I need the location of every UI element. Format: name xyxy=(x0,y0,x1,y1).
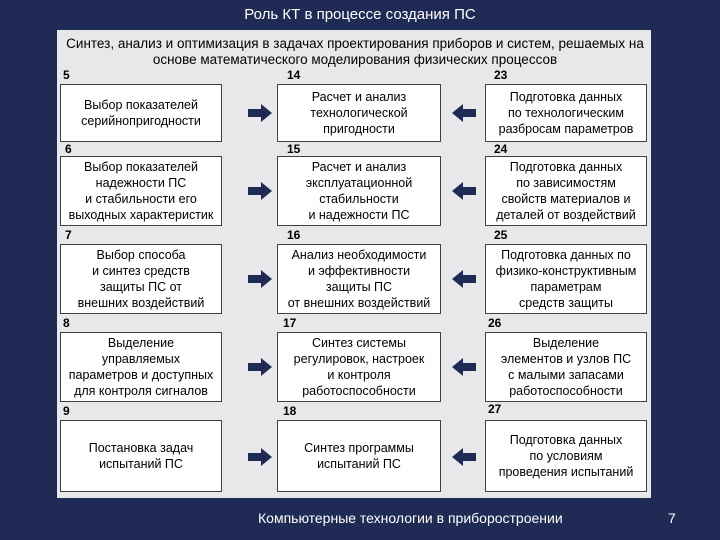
subtitle: Синтез, анализ и оптимизация в задачах проектирования приборов и систем, решаемых на основе математического моделирования физических процессов xyxy=(66,36,644,67)
page-number: 7 xyxy=(668,510,676,526)
box-number: 23 xyxy=(494,68,508,82)
box-number: 6 xyxy=(65,142,72,156)
right-box: Подготовка данных по зависимостям свойств материалов и деталей от воздействий xyxy=(485,156,647,226)
middle-box: Синтез программы испытаний ПС xyxy=(277,420,441,492)
arrow-left-icon xyxy=(452,448,476,466)
box-number: 7 xyxy=(65,228,72,242)
box-number: 15 xyxy=(287,142,301,156)
arrow-left-icon xyxy=(452,104,476,122)
arrow-right-icon xyxy=(248,358,272,376)
box-number: 18 xyxy=(283,404,297,418)
arrow-right-icon xyxy=(248,448,272,466)
arrow-right-icon xyxy=(248,270,272,288)
left-box: Выбор показателей надежности ПС и стабильности его выходных характеристик xyxy=(60,156,222,226)
right-box: Подготовка данных по условиям проведения испытаний xyxy=(485,420,647,492)
box-number: 16 xyxy=(287,228,301,242)
left-box: Выбор способа и синтез средств защиты ПС от внешних воздействий xyxy=(60,244,222,314)
footer-text: Компьютерные технологии в приборостроении xyxy=(258,510,563,526)
left-box: Выделение управляемых параметров и доступных для контроля сигналов xyxy=(60,332,222,402)
arrow-right-icon xyxy=(248,182,272,200)
arrow-left-icon xyxy=(452,358,476,376)
box-number: 17 xyxy=(283,316,297,330)
right-box: Подготовка данных по технологическим разбросам параметров xyxy=(485,84,647,142)
left-box: Выбор показателей серийнопригодности xyxy=(60,84,222,142)
left-box: Постановка задач испытаний ПС xyxy=(60,420,222,492)
arrow-left-icon xyxy=(452,270,476,288)
middle-box: Синтез системы регулировок, настроек и контроля работоспособности xyxy=(277,332,441,402)
right-box: Подготовка данных по физико-конструктивным параметрам средств защиты xyxy=(485,244,647,314)
box-number: 5 xyxy=(63,68,70,82)
box-number: 8 xyxy=(63,316,70,330)
box-number: 27 xyxy=(488,402,502,416)
right-box: Выделение элементов и узлов ПС с малыми запасами работоспособности xyxy=(485,332,647,402)
middle-box: Анализ необходимости и эффективности защиты ПС от внешних воздействий xyxy=(277,244,441,314)
middle-box: Расчет и анализ технологической пригодности xyxy=(277,84,441,142)
box-number: 14 xyxy=(287,68,301,82)
box-number: 24 xyxy=(494,142,508,156)
box-number: 9 xyxy=(63,404,70,418)
middle-box: Расчет и анализ эксплуатационной стабильности и надежности ПС xyxy=(277,156,441,226)
box-number: 25 xyxy=(494,228,508,242)
arrow-right-icon xyxy=(248,104,272,122)
arrow-left-icon xyxy=(452,182,476,200)
slide-title: Роль КТ в процессе создания ПС xyxy=(244,6,476,23)
box-number: 26 xyxy=(488,316,502,330)
